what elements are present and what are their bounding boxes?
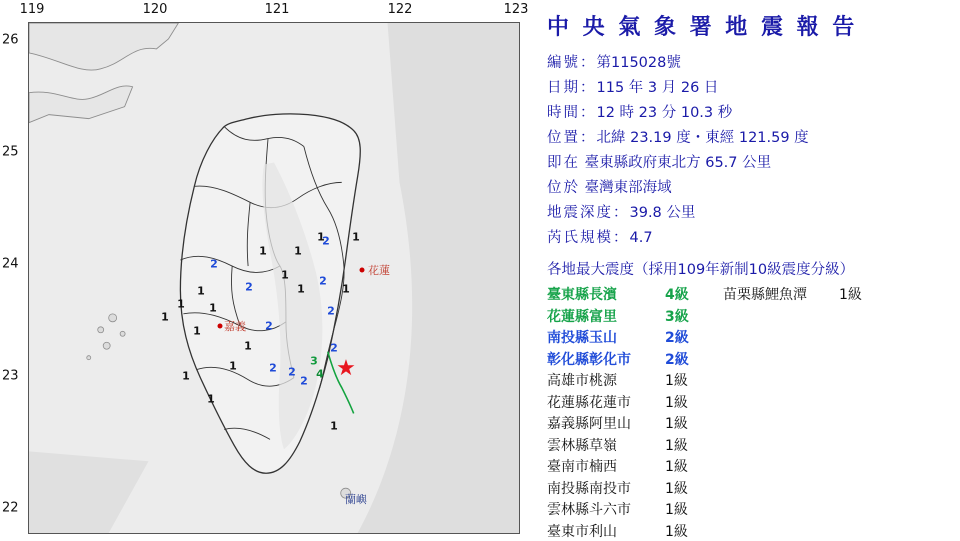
y-axis-label: 23: [2, 368, 19, 384]
intensity-location: 臺東市利山: [547, 523, 617, 540]
table-row: [547, 479, 954, 501]
place-label-lanyu: 蘭嶼: [345, 493, 367, 506]
intensity-marker: 2: [210, 257, 218, 271]
report-panel: [535, 0, 960, 541]
intensity-marker: 1: [182, 369, 190, 383]
intensity-level: 1級: [665, 394, 688, 411]
field-magnitude-value: 4.7: [629, 230, 653, 246]
city-dot-chiayi: [218, 324, 223, 329]
intensity-location: 苗栗縣鯉魚潭: [723, 287, 807, 303]
intensity-table: [547, 285, 954, 541]
city-dot-hualien: [360, 268, 365, 273]
intensity-marker: 2: [265, 319, 273, 333]
table-row: [547, 285, 954, 307]
y-axis-label: 22: [2, 500, 19, 516]
epicenter-star-icon: ★: [336, 356, 356, 381]
city-label-hualien: 花蓮: [368, 264, 390, 277]
table-row: [547, 371, 954, 393]
table-row: [547, 328, 954, 350]
x-axis-label: 122: [387, 2, 413, 17]
field-region-value: 臺灣東部海域: [584, 180, 672, 196]
intensity-level: 4級: [665, 287, 689, 303]
field-date: [547, 76, 954, 101]
intensity-location: 臺東縣長濱: [547, 287, 617, 303]
field-magnitude-label: 芮氏規模：: [547, 230, 630, 246]
intensity-location: 花蓮縣富里: [547, 308, 617, 325]
intensity-marker: 2: [269, 361, 277, 375]
intensity-level: 1級: [665, 373, 688, 389]
intensity-marker: 1: [294, 244, 302, 258]
field-number-value: 第115028號: [596, 55, 681, 71]
intensity-marker: 1: [229, 359, 237, 373]
table-row: [547, 393, 954, 415]
field-location-label: 位置：: [547, 130, 597, 146]
city-label-chiayi: 嘉義: [224, 320, 246, 333]
intensity-level: 1級: [665, 459, 688, 475]
intensity-marker: 2: [319, 274, 327, 288]
intensity-marker: 1: [317, 230, 325, 244]
intensity-level: 1級: [665, 523, 688, 540]
intensity-marker: 1: [297, 282, 305, 296]
intensity-marker: 2: [327, 304, 335, 318]
field-region-label: 位於: [547, 180, 580, 196]
field-region: [547, 176, 954, 201]
intensity-location: 花蓮縣花蓮市: [547, 394, 631, 411]
intensity-marker: 2: [245, 280, 253, 294]
intensity-location: 高雄市桃源: [547, 373, 617, 389]
field-time-value: 12 時 23 分 10.3 秒: [596, 105, 733, 121]
intensity-level: 1級: [665, 437, 688, 454]
table-row: [547, 414, 954, 436]
intensity-marker: 4: [316, 367, 324, 381]
field-relative-position-label: 即在: [547, 155, 580, 171]
field-location: [547, 126, 954, 151]
intensity-marker: 1: [342, 282, 350, 296]
field-time-label: 時間：: [547, 105, 597, 121]
table-row: [547, 522, 954, 541]
x-axis-label: 123: [503, 2, 529, 17]
intensity-marker: 1: [281, 268, 289, 282]
intensity-location: 雲林縣草嶺: [547, 437, 617, 454]
y-axis-label: 26: [2, 32, 19, 48]
x-axis-label: 120: [142, 2, 168, 17]
field-depth: [547, 201, 954, 226]
intensity-marker: 1: [177, 297, 185, 311]
field-depth-label: 地震深度：: [547, 205, 630, 221]
intensity-level: 1級: [665, 480, 688, 497]
intensity-level: 2級: [665, 351, 689, 368]
field-location-value: 北緯 23.19 度・東經 121.59 度: [596, 130, 809, 146]
intensity-marker: 1: [193, 324, 201, 338]
intensity-marker: 1: [197, 284, 205, 298]
x-axis-label: 119: [19, 2, 45, 17]
intensity-level: 2級: [665, 330, 689, 346]
map-canvas[interactable]: [28, 22, 520, 534]
intensity-marker: 1: [330, 419, 338, 433]
intensity-marker: 1: [207, 392, 215, 406]
intensity-level: 1級: [665, 416, 688, 432]
intensity-level: 3級: [665, 308, 689, 325]
intensity-marker: 1: [244, 339, 252, 353]
field-date-label: 日期：: [547, 80, 597, 96]
intensity-location: 南投縣南投市: [547, 480, 631, 497]
intensity-marker: 1: [209, 301, 217, 315]
field-depth-value: 39.8 公里: [629, 205, 696, 221]
intensity-marker: 1: [259, 244, 267, 258]
intensity-location: 嘉義縣阿里山: [547, 416, 631, 432]
intensity-section-heading: 各地最大震度（採用109年新制10級震度分級）: [547, 262, 855, 278]
table-row: [547, 436, 954, 458]
y-axis-label: 24: [2, 256, 19, 272]
intensity-location: 雲林縣斗六市: [547, 502, 631, 518]
taiwan-map-graphic: [29, 23, 519, 533]
intensity-marker: 1: [352, 230, 360, 244]
intensity-location: 彰化縣彰化市: [547, 351, 631, 368]
table-row: [547, 457, 954, 479]
intensity-location: 臺南市楠西: [547, 459, 617, 475]
field-number-label: 編號：: [547, 55, 597, 71]
intensity-location: 南投縣玉山: [547, 330, 617, 346]
intensity-marker: 1: [161, 310, 169, 324]
intensity-level: 1級: [839, 287, 862, 303]
x-axis-label: 121: [264, 2, 290, 17]
y-axis-label: 25: [2, 144, 19, 160]
table-row: [547, 500, 954, 522]
table-row: [547, 350, 954, 372]
field-time: [547, 101, 954, 126]
intensity-marker: 2: [330, 341, 338, 355]
intensity-marker: 2: [300, 374, 308, 388]
field-date-value: 115 年 3 月 26 日: [596, 80, 719, 96]
intensity-marker: 2: [322, 234, 330, 248]
intensity-level: 1級: [665, 502, 688, 518]
field-relative-position-value: 臺東縣政府東北方 65.7 公里: [584, 155, 772, 171]
intensity-marker: 3: [310, 354, 318, 368]
field-number: [547, 51, 954, 76]
table-row: [547, 307, 954, 329]
field-relative-position: [547, 151, 954, 176]
intensity-marker: 2: [288, 365, 296, 379]
page-title: 中 央 氣 象 署 地 震 報 告: [547, 15, 858, 40]
field-magnitude: [547, 226, 954, 251]
